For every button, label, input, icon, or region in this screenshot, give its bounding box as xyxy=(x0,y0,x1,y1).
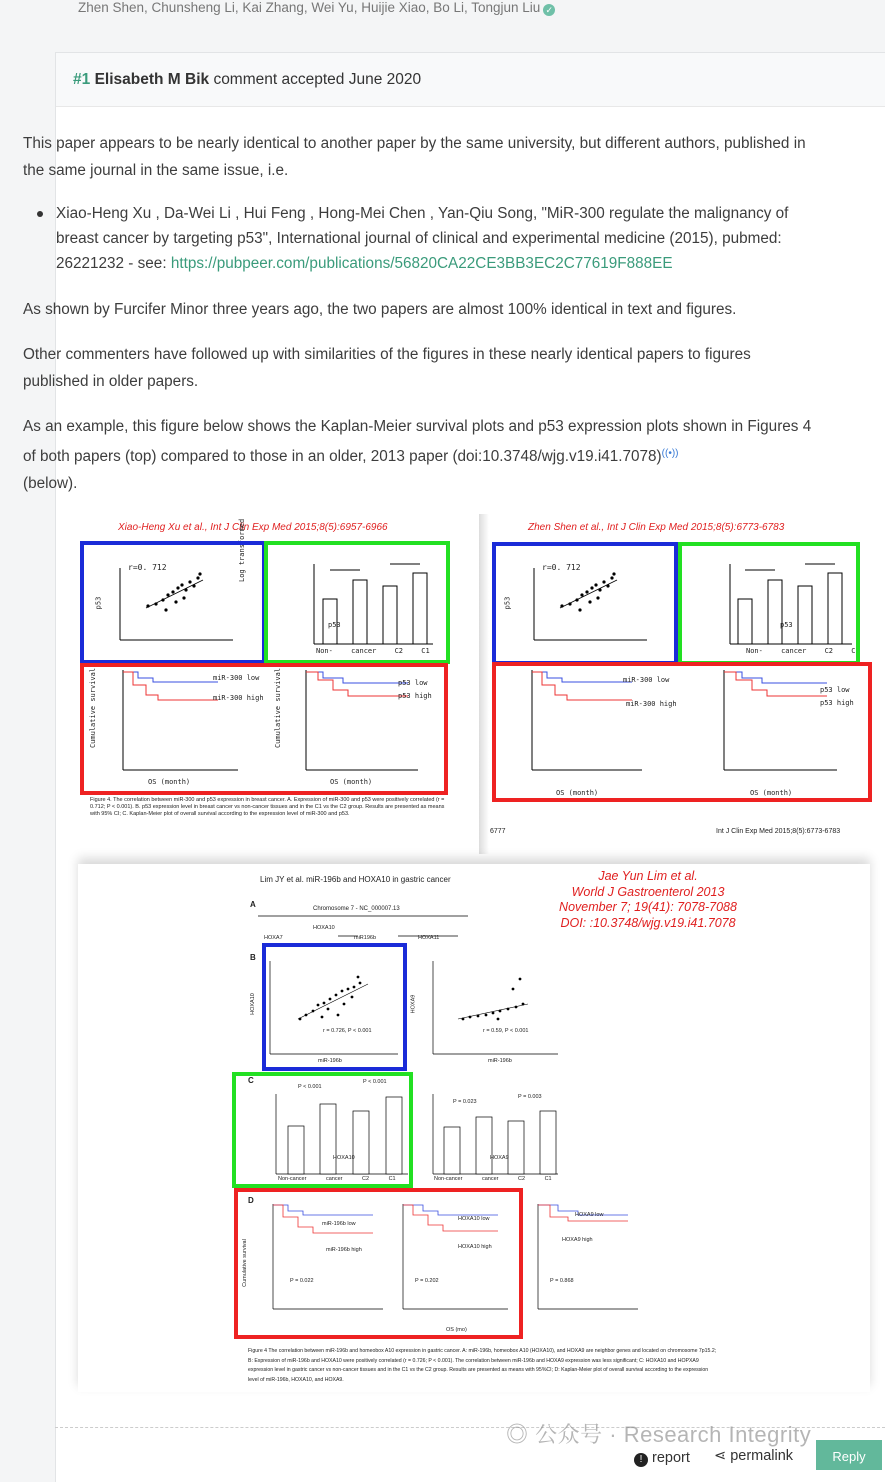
scatter-r2: r = 0.59, P < 0.001 xyxy=(483,1028,529,1034)
km-label-mir-high: miR-196b high xyxy=(326,1247,362,1253)
reply-button[interactable]: Reply xyxy=(816,1440,882,1470)
panel-c-label: C xyxy=(248,1076,254,1085)
km-label-hoxa10-low: HOXA10 low xyxy=(458,1216,490,1222)
right-green-box xyxy=(678,542,860,665)
bottom-figure-legend: Figure 4 The correlation between miR-196b and homeobox A10 expression in gastric cancer. A: miR-196b, homeobox A10 (HOXA10), and HOXA9 are neighbor genes and located on chromosome 7p15.2; B: Expression of miR-196b and HOXA10 were positively correlated (r = 0.726; P < 0.001). The correlation between miR-196b and HOXA9 expression was less significant; C: HOXA10 and HOPXA9 expression level in gastric cancer vs non-cancer tissues and in the C1 vs the C2 group. Results are presented as means with 95%CI; D: Kaplan-Meier plot of overall survival according to the expression level of miR-196b, HOXA10, and HOXA9. xyxy=(248,1348,717,1383)
right-p53-low: p53 low xyxy=(820,686,850,694)
right-bar-categories: Non- cancer C2 C1 xyxy=(746,647,860,655)
gene-mir196b: miR196b xyxy=(354,935,377,941)
p-value-c4: P = 0.003 xyxy=(518,1094,542,1100)
left-paper-caption: Xiao-Heng Xu et al., Int J Clin Exp Med 2015;8(5):6957-6966 xyxy=(118,522,388,533)
bar-label-hoxa10: HOXA10 xyxy=(333,1155,355,1161)
right-paper-caption: Zhen Shen et al., Int J Clin Exp Med 2015;8(5):6773-6783 xyxy=(528,522,785,533)
right-p53-axis: p53 xyxy=(503,596,512,610)
comment-status: comment accepted June 2020 xyxy=(213,71,422,88)
right-blue-box xyxy=(492,542,678,665)
right-r-label: r=0. 712 xyxy=(542,563,581,572)
figure-top xyxy=(78,514,884,854)
right-bar-label: p53 xyxy=(780,621,793,629)
panel-d-label: D xyxy=(248,1196,254,1205)
scatter-r1: r = 0.726, P < 0.001 xyxy=(323,1028,372,1034)
bottom-green-box xyxy=(232,1072,413,1188)
right-os-axis-1: OS (month) xyxy=(556,789,599,797)
p-value-c2: P < 0.001 xyxy=(363,1079,387,1085)
left-p53-low: p53 low xyxy=(398,679,428,687)
left-os-axis-2: OS (month) xyxy=(330,778,373,786)
km-surv-axis: Cumulative survival xyxy=(241,1239,248,1287)
bottom-blue-box xyxy=(262,943,407,1071)
comment-title xyxy=(73,71,421,89)
left-p53-high: p53 high xyxy=(398,692,432,700)
left-r-label: r=0. 712 xyxy=(128,563,167,572)
figure-bottom xyxy=(78,864,870,1392)
bottom-figure-header: Lim JY et al. miR-196b and HOXA10 in gastric cancer xyxy=(260,875,451,884)
left-bar-categories: Non- cancer C2 C1 xyxy=(316,647,430,655)
bar-cats-2: Non-cancer cancer C2 C1 xyxy=(434,1176,552,1182)
km-label-hoxa9-high: HOXA9 high xyxy=(562,1237,593,1243)
km-p-3: P = 0.868 xyxy=(550,1278,574,1284)
comment-paragraph-3: Other commenters have followed up with similarities of the figures in these nearly identical papers to figures published in older papers. xyxy=(23,346,751,390)
mir196b-axis-1: miR-196b xyxy=(318,1058,342,1064)
left-red-box xyxy=(80,663,448,795)
comment-author[interactable]: Elisabeth M Bik xyxy=(94,71,210,88)
comment-paragraph-1: This paper appears to be nearly identical to another paper by the same university, but different authors, published in the same journal in the same issue, i.e. xyxy=(23,135,806,179)
share-icon: ⋖ xyxy=(714,1448,727,1464)
comment-paragraph-2: As shown by Furcifer Minor three years ago, the two papers are almost 100% identical in text and figures. xyxy=(23,301,737,318)
right-os-axis-2: OS (month) xyxy=(750,789,793,797)
bar-cats-1: Non-cancer cancer C2 C1 xyxy=(278,1176,396,1182)
wechat-icon: ◎ xyxy=(506,1422,529,1447)
left-surv-axis-2: Cumulative survival xyxy=(274,667,283,749)
verified-icon: ✓ xyxy=(543,4,555,16)
hoxa10-axis: HOXA10 xyxy=(249,993,256,1015)
right-red-box xyxy=(492,662,872,802)
paper-authors: Zhen Shen, Chunsheng Li, Kai Zhang, Wei Yu, Huijie Xiao, Bo Li, Tongjun Liu ✓ xyxy=(78,0,555,18)
bullet-text: Xiao-Heng Xu , Da-Wei Li , Hui Feng , Hong-Mei Chen , Yan-Qiu Song, "MiR-300 regulate the malignancy of breast cancer by targeting p53", International journal of clinical and experimental medicine (2015), pubmed: 26221232 - see: xyxy=(56,205,789,272)
comment-paragraph-4: As an example, this figure below shows the Kaplan-Meier survival plots and p53 expression plots shown in Figures 4 of both papers (top) compared to those in an older, 2013 paper (doi:10.3748/wjg.v19.i41.7078)((•)) (below). xyxy=(23,418,812,492)
gene-hoxa11: HOXA11 xyxy=(418,935,440,941)
p-value-c1: P < 0.001 xyxy=(298,1084,322,1090)
hoxa9-axis: HOXA9 xyxy=(410,994,417,1014)
right-mir300-high: miR-300 high xyxy=(626,700,677,708)
bottom-red-box xyxy=(234,1188,523,1339)
km-label-mir-low: miR-196b low xyxy=(322,1221,356,1227)
left-mir300-low: miR-300 low xyxy=(213,674,260,682)
left-blue-box xyxy=(80,541,266,664)
gene-hoxa7: HOXA7 xyxy=(264,935,283,941)
panel-a-label: A xyxy=(250,900,256,909)
scatter-hoxa9 xyxy=(433,961,558,1054)
km-label-hoxa9-low: HOXA9 low xyxy=(575,1212,604,1218)
left-surv-axis-1: Cumulative survival xyxy=(89,667,98,749)
left-log-axis: Log transformed xyxy=(238,518,246,582)
mir196b-axis-2: miR-196b xyxy=(488,1058,512,1064)
km-os-axis: OS (mo) xyxy=(446,1327,467,1333)
chromosome-label: Chromosome 7 - NC_000007.13 xyxy=(313,906,400,912)
doi-altmetric-icon[interactable]: ((•)) xyxy=(661,448,679,459)
permalink-link[interactable]: ⋖ permalink xyxy=(714,1448,794,1464)
right-p53-high: p53 high xyxy=(820,699,854,707)
wechat-watermark: ◎ 公众号 · Research Integrity xyxy=(506,1422,812,1447)
comment-header xyxy=(56,53,885,107)
right-mir300-low: miR-300 low xyxy=(623,676,670,684)
report-link[interactable]: ! report xyxy=(634,1450,690,1467)
bullet-dot xyxy=(37,211,43,217)
km-label-hoxa10-high: HOXA10 high xyxy=(458,1244,492,1250)
panel-b-label: B xyxy=(250,953,256,962)
left-green-box xyxy=(264,541,450,664)
pubpeer-link[interactable]: https://pubpeer.com/publications/56820CA22CE3BB3EC2C77619F888EE xyxy=(170,255,673,272)
comment-number[interactable]: #1 xyxy=(73,71,91,88)
p-value-c3: P = 0.023 xyxy=(453,1099,477,1105)
right-journal-ref: Int J Clin Exp Med 2015;8(5):6773-6783 xyxy=(716,828,841,835)
bar-label-hoxa9: HOXA9 xyxy=(490,1155,509,1161)
km-hoxa9 xyxy=(538,1204,638,1309)
alert-icon: ! xyxy=(634,1453,648,1467)
left-bar-label: p53 xyxy=(328,621,341,629)
km-p-1: P = 0.022 xyxy=(290,1278,314,1284)
left-p53-axis: p53 xyxy=(94,596,103,610)
km-p-2: P = 0.202 xyxy=(415,1278,439,1284)
bottom-red-caption: Jae Yun Lim et al. World J Gastroenterol 2013 November 7; 19(41): 7078-7088 DOI: :10.3748/wjg.v19.i41.7078 xyxy=(559,869,737,930)
right-page-number: 6777 xyxy=(490,828,506,835)
left-figure-legend: Figure 4. The correlation between miR-300 and p53 expression in breast cancer. A. Expression of miR-300 and p53 were positively correlated (r = 0.712; P < 0.001). B. p53 expression level in breast cancer vs non-cancer tissues and in the C1 vs the C2 group. Results are presented as means with 95% CI; C. Kaplan-Meier plot of overall survival according to the expression level of miR-300 and p53. xyxy=(90,797,445,817)
bar-chart-hoxa9 xyxy=(433,1094,558,1174)
gene-hoxa10-top: HOXA10 xyxy=(313,925,335,931)
left-os-axis-1: OS (month) xyxy=(148,778,191,786)
left-mir300-high: miR-300 high xyxy=(213,694,264,702)
